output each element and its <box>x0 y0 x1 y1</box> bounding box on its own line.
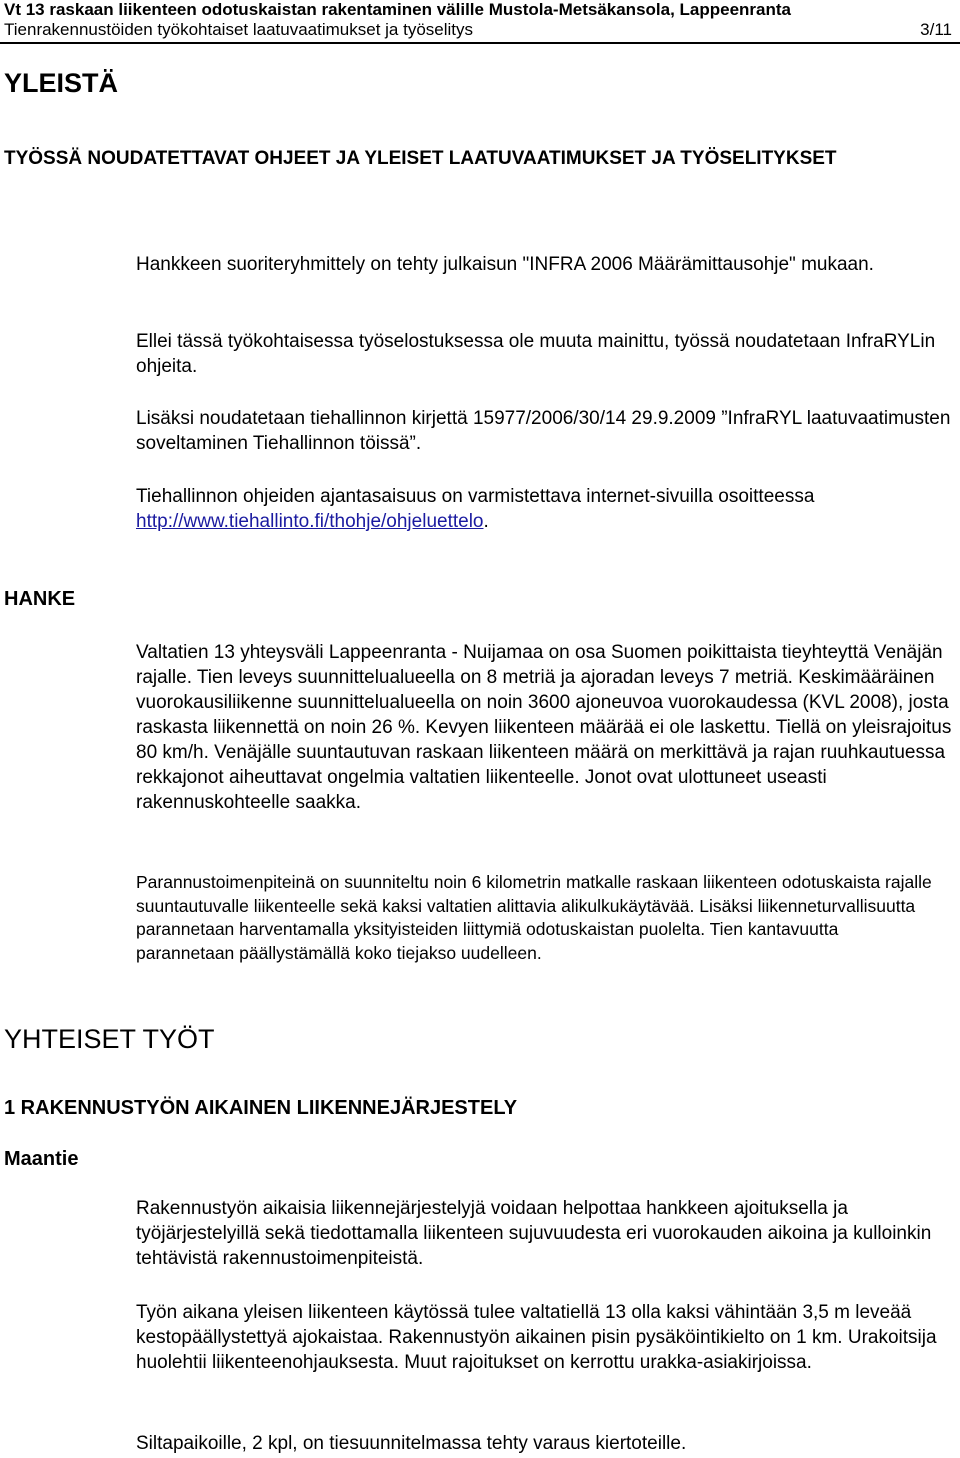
paragraph-text: Työn aikana yleisen liikenteen käytössä tulee valtatiellä 13 olla kaksi vähintään 3,5 m leveää kestopäällystettyä ajokaistaa. Rakennustyön aikainen pisin pysäköintikielto on 1 km. Urakoitsija huolehtii liikenteenohjauksesta. Muut rajoitukset on kerrottu urakka-asiakirjoissa. <box>136 1302 937 1373</box>
heading-maantie: Maantie <box>4 1148 79 1170</box>
paragraph-suoriteryhmittely <box>136 252 952 277</box>
header-divider <box>0 42 960 44</box>
heading-hanke: HANKE <box>4 588 76 610</box>
paragraph-text-end: . <box>483 511 489 532</box>
paragraph-text: Valtatien 13 yhteysväli Lappeenranta - Nuijamaa on osa Suomen poikittaista tieyhteyttä Venäjän rajalle. Tien leveys suunnittelualueella on 8 metriä ja ajoradan leveys 7 metriä. Keskimääräinen vuorokausiliikenne suunnittelualueella on noin 3600 ajoneuvoa vuorokaudessa (KVL 2008), josta raskasta liikennettä on noin 26 %. Kevyen liikenteen määrää ei ole laskettu. Tiellä on yleisrajoitus 80 km/h. Venäjälle suuntautuvan raskaan liikenteen määrä on merkittävä ja rajan ruuhkautuessa rekkajonot aiheuttavat ongelmia valtatien liikenteelle. Jonot ovat ulottuneet useasti rakennuskohteelle saakka. <box>136 642 952 813</box>
document-header-subtitle: Tienrakennustöiden työkohtaiset laatuvaatimukset ja työselitys <box>4 20 474 39</box>
paragraph-text: Parannustoimenpiteinä on suunniteltu noin 6 kilometrin matkalle raskaan liikenteen odotuskaista rajalle suuntautuvalle liikenteelle sekä kaksi valtatien alittavia alikulkukäytävää. Lisäksi liikenneturvallisuutta parannetaan harventamalla yksityisteiden liittymiä odotuskaistan puolelta. Tien kantavuutta parannetaan päällystämällä koko tiejakso uudelleen. <box>136 872 932 963</box>
paragraph-text: Ellei tässä työkohtaisessa työselostuksessa ole muuta mainittu, työssä noudatetaan InfraRYLin ohjeita. <box>136 331 936 377</box>
paragraph-parannustoimenpiteet <box>136 871 936 965</box>
document-header-title: Vt 13 raskaan liikenteen odotuskaistan rakentaminen välille Mustola-Metsäkansola, Lappeenranta <box>4 0 791 19</box>
paragraph-hanke-kuvaus <box>136 640 952 815</box>
paragraph-text: Hankkeen suoriteryhmittely on tehty julkaisun "INFRA 2006 Määrämittausohje" mukaan. <box>136 254 874 275</box>
paragraph-ajokaistat <box>136 1300 952 1375</box>
paragraph-text: Siltapaikoille, 2 kpl, on tiesuunnitelmassa tehty varaus kiertoteille. <box>136 1433 687 1454</box>
paragraph-ajantasaisuus <box>136 484 952 534</box>
paragraph-text <box>136 484 952 534</box>
heading-yleista: YLEISTÄ <box>4 68 119 98</box>
ohjeluettelo-link[interactable]: http://www.tiehallinto.fi/thohje/ohjeluettelo <box>136 511 484 532</box>
heading-liikennejarjestely: 1 RAKENNUSTYÖN AIKAINEN LIIKENNEJÄRJESTELY <box>4 1097 518 1119</box>
heading-yhteiset-tyot: YHTEISET TYÖT <box>4 1024 215 1054</box>
heading-instructions: TYÖSSÄ NOUDATETTAVAT OHJEET JA YLEISET LAATUVAATIMUKSET JA TYÖSELITYKSET <box>4 148 837 169</box>
paragraph-liikennejarjestelyt <box>136 1196 952 1271</box>
paragraph-text-lead: Tiehallinnon ohjeiden ajantasaisuus on varmistettava internet-sivuilla osoitteessa <box>136 486 815 507</box>
paragraph-infraryl <box>136 329 952 379</box>
paragraph-kiertotiet <box>136 1431 952 1456</box>
paragraph-text: Rakennustyön aikaisia liikennejärjestelyjä voidaan helpottaa hankkeen ajoituksella ja työjärjestelyillä sekä tiedottamalla liikenteen sujuvuudesta eri vuorokauden aikoina ja kulloinkin tehtävistä rakennustoimenpiteistä. <box>136 1198 932 1269</box>
paragraph-text: Lisäksi noudatetaan tiehallinnon kirjettä 15977/2006/30/14 29.9.2009 ”InfraRYL laatuvaatimusten soveltaminen Tiehallinnon töissä”. <box>136 408 951 454</box>
page-number: 3/11 <box>920 20 952 39</box>
paragraph-kirje <box>136 406 952 456</box>
